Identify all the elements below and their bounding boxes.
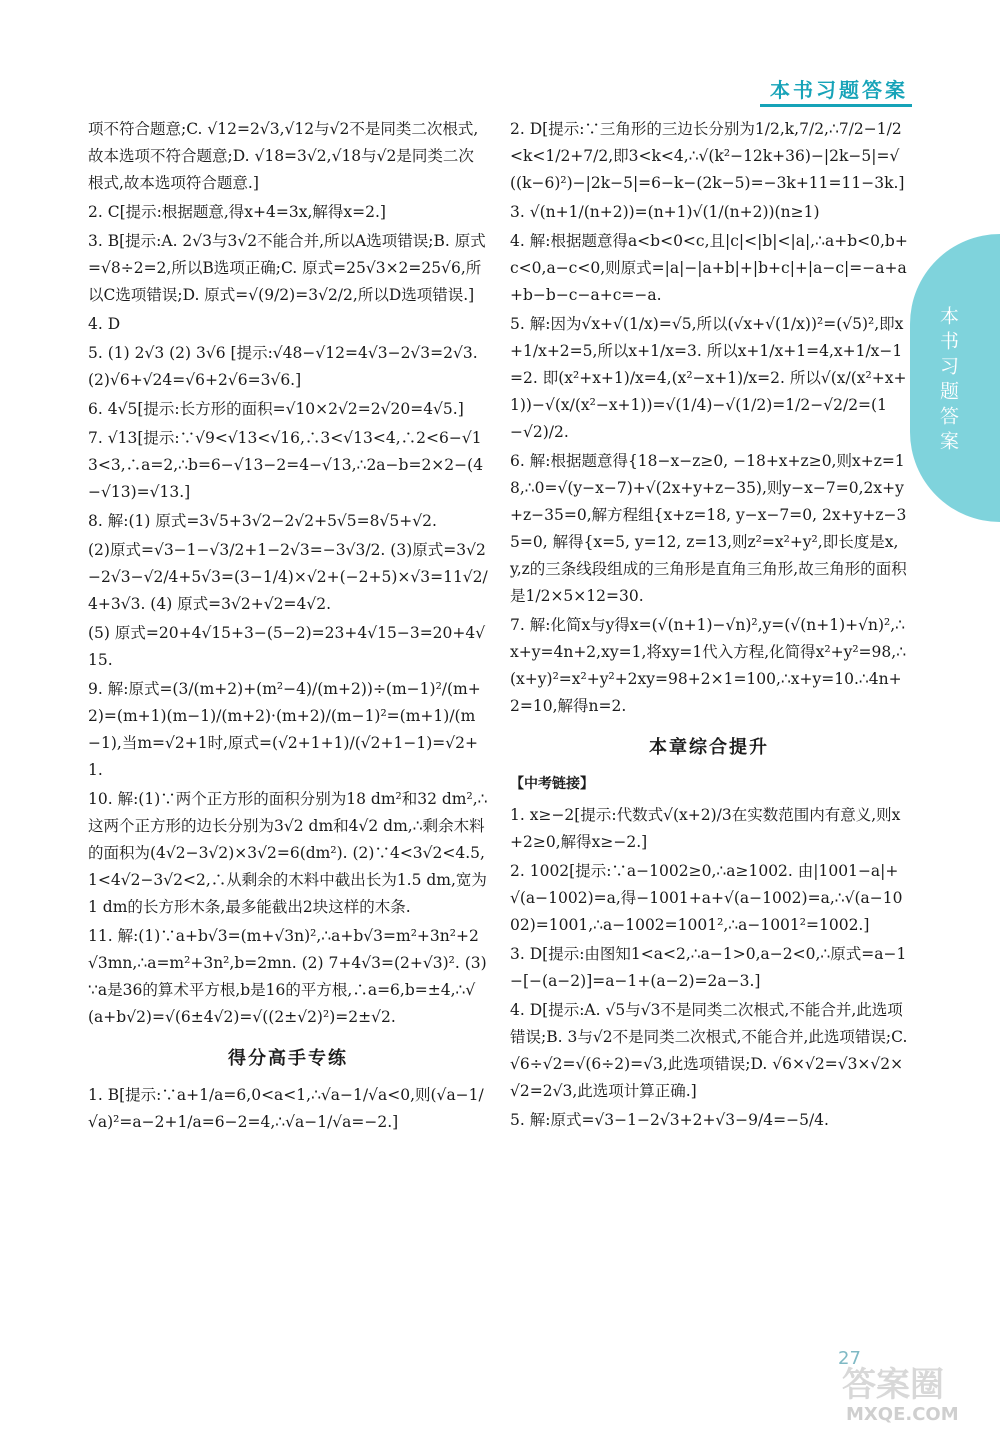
answer-item: 3. D[提示:由图知1<a<2,∴a−1>0,a−2<0,∴原式=a−1−[−(a−2)]=a−1+(a−2)=2a−3.] [510,945,907,990]
answer-item: 4. 解:根据题意得a<b<0<c,且|c|<|b|<|a|,∴a+b<0,b+c<0,a−c<0,则原式=|a|−|a+b|+|b+c|+|a−c|=−a+a+b−b−c−a+c=−a. [510,232,908,304]
answer-item: (5) 原式=20+4√15+3−(5−2)=23+4√15−3=20+4√15. [88,624,486,669]
answer-item: 5. 解:原式=√3−1−2√3+2+√3−9/4=−5/4. [510,1111,829,1129]
side-tab-label: 本书习题答案 [937,306,959,456]
answer-item: 11. 解:(1)∵a+b√3=(m+√3n)²,∴a+b√3=m²+3n²+2√3mn,∴a=m²+3n²,b=2mn. (2) 7+4√3=(2+√3)². (3)∵a是36的算术平方根,b是16的平方根,∴a=6,b=±4,∴√(a+b√2)=√(6±4√2)=√((2±√2)²)=2±√2. [88,927,487,1026]
section-tag: 【中考链接】 [510,776,594,792]
answer-item: 3. √(n+1/(n+2))=(n+1)√(1/(n+2))(n≥1) [510,203,820,221]
watermark-url: MXQE.COM [846,1404,959,1424]
answer-item: 2. C[提示:根据题意,得x+4=3x,解得x=2.] [88,203,386,221]
header-title: 本书习题答案 [770,78,908,102]
header-rule [760,104,912,107]
answer-item: 8. 解:(1) 原式=3√5+3√2−2√2+5√5=8√5+√2. [88,512,437,530]
answer-item: 4. D [88,315,121,333]
answer-item: 1. x≥−2[提示:代数式√(x+2)/3在实数范围内有意义,则x+2≥0,解得x≥−2.] [510,806,901,851]
answer-item: 1. B[提示:∵a+1/a=6,0<a<1,∴√a−1/√a<0,则(√a−1/√a)²=a−2+1/a=6−2=4,∴√a−1/√a=−2.] [88,1086,484,1131]
answer-item: 6. 解:根据题意得{18−x−z≥0, −18+x+z≥0,则x+z=18,∴0=√(y−x−7)+√(2x+y+z−35),则y−x−7=0,2x+y+z−35=0,解方程组{x+z=18, y−x−7=0, 2x+y+z−35=0, 解得{x=5, y=12, z=13,则z²=x²+y²,即长度是x,y,z的三条线段组成的三角形是直角三角形,故三角形的面积是1/2×5×12=30. [510,452,907,605]
left-column [88,116,488,1138]
answer-item: 9. 解:原式=(3/(m+2)+(m²−4)/(m+2))÷(m−1)²/(m+2)=(m+1)(m−1)/(m+2)·(m+2)/(m−1)²=(m+1)/(m−1),当m=√2+1时,原式=(√2+1+1)/(√2+1−1)=√2+1. [88,680,481,779]
answer-item: 项不符合题意;C. √12=2√3,√12与√2不是同类二次根式,故本选项不符合题意;D. √18=3√2,√18与√2是同类二次根式,故本选项符合题意.] [88,120,479,192]
watermark-logo [838,1362,988,1424]
answer-item: (2)原式=√3−1−√3/2+1−2√3=−3√3/2. (3)原式=3√2−2√3−√2/4+5√3=(3−1/4)×√2+(−2+5)×√3=11√2/4+3√3. (4) 原式=3√2+√2=4√2. [88,541,488,613]
answer-item: 7. 解:化简x与y得x=(√(n+1)−√n)²,y=(√(n+1)+√n)²,∴x+y=4n+2,xy=1,将xy=1代入方程,化简得x²+y²=98,∴(x+y)²=x²+y²+2xy=98+2×1=100,∴x+y=10.∴4n+2=10,解得n=2. [510,616,907,715]
answer-item: 5. (1) 2√3 (2) 3√6 [提示:√48−√12=4√3−2√3=2√3. (2)√6+√24=√6+2√6=3√6.] [88,344,478,389]
answer-item: 2. 1002[提示:∵a−1002≥0,∴a≥1002. 由|1001−a|+√(a−1002)=a,得−1001+a+√(a−1002)=a,∴√(a−1002)=1001,∴a−1002=1001²,∴a−1001²=1002.] [510,862,903,934]
section-title: 本章综合提升 [649,737,769,758]
watermark-text: 答案圈 [842,1365,944,1405]
answer-item: 2. D[提示:∵三角形的三边长分别为1/2,k,7/2,∴7/2−1/2<k<1/2+7/2,即3<k<4,∴√(k²−12k+36)−|2k−5|=√((k−6)²)−|2k−5|=6−k−(2k−5)=−3k+11=11−3k.] [510,120,905,192]
answer-item: 6. 4√5[提示:长方形的面积=√10×2√2=2√20=4√5.] [88,400,464,418]
answer-item: 4. D[提示:A. √5与√3不是同类二次根式,不能合并,此选项错误;B. 3与√2不是同类二次根式,不能合并,此选项错误;C. √6÷√2=√(6÷2)=√3,此选项错误;D. √6×√2=√3×√2×√2=2√3,此选项计算正确.] [510,1001,908,1100]
answer-item: 3. B[提示:A. 2√3与3√2不能合并,所以A选项错误;B. 原式=√8÷2=2,所以B选项正确;C. 原式=25√3×2=25√6,所以C选项错误;D. 原式=√(9/2)=3√2/2,所以D选项错误.] [88,232,486,304]
section-title: 得分高手专练 [228,1048,348,1069]
answer-item: 5. 解:因为√x+√(1/x)=√5,所以(√x+√(1/x))²=(√5)²,即x+1/x+2=5,所以x+1/x=3. 所以x+1/x+1=4,x+1/x−1=2. 即(x²+x+1)/x=4,(x²−x+1)/x=2. 所以√(x/(x²+x+1))−√(x/(x²−x+1))=√(1/4)−√(1/2)=1/2−√2/2=(1−√2)/2. [510,315,907,441]
page-number: 27 [838,1348,861,1369]
answer-item: 10. 解:(1)∵两个正方形的面积分别为18 dm²和32 dm²,∴这两个正方形的边长分别为3√2 dm和4√2 dm,∴剩余木料的面积为(4√2−3√2)×3√2=6(dm²). (2)∵4<3√2<4.5,1<4√2−3√2<2,∴从剩余的木料中截出长为1.5 dm,宽为1 dm的长方形木条,最多能截出2块这样的木条. [88,790,488,916]
right-column [510,116,908,1136]
answer-item: 7. √13[提示:∵√9<√13<√16,∴3<√13<4,∴2<6−√13<3,∴a=2,∴b=6−√13−2=4−√13,∴2a−b=2×2−(4−√13)=√13.] [88,429,484,501]
